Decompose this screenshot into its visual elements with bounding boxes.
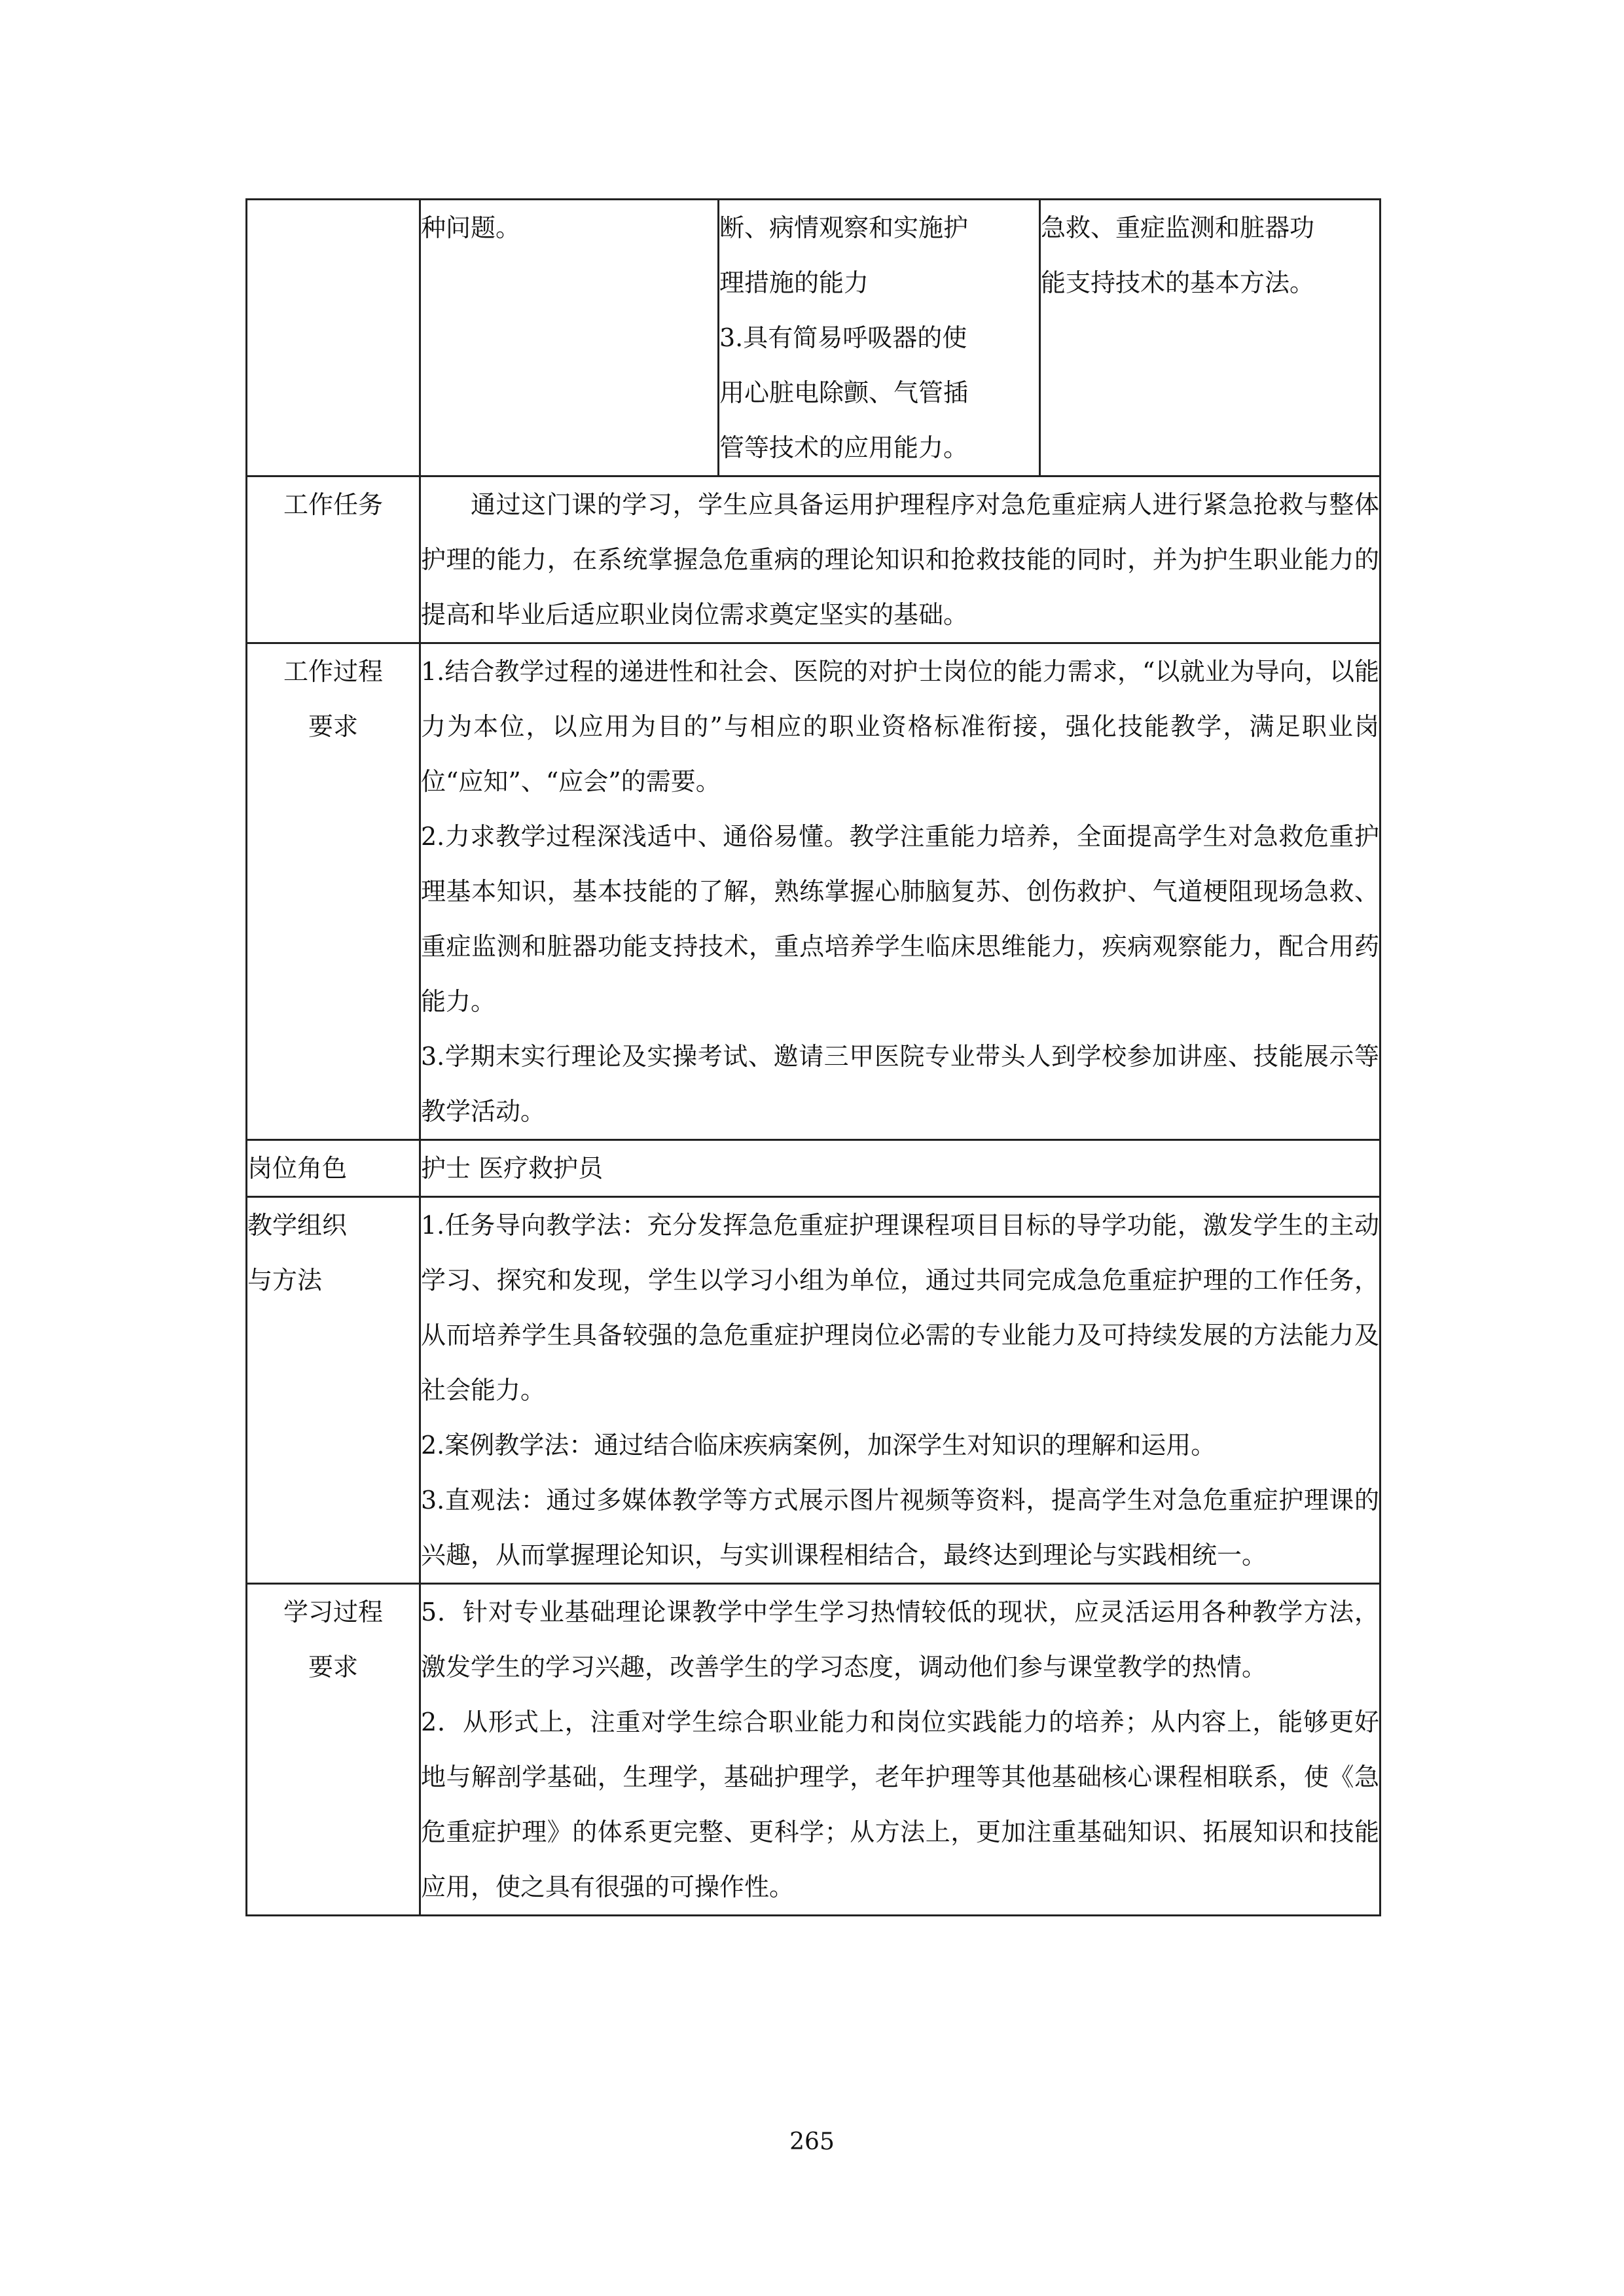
table-row-continued: [247, 200, 1380, 476]
table-row-work-task: [247, 476, 1380, 643]
row-content: [420, 476, 1380, 643]
paragraph: 2.案例教学法：通过结合临床疾病案例，加深学生对知识的理解和运用。: [421, 1431, 1216, 1460]
row-label: [247, 1584, 420, 1916]
text-line: 管等技术的应用能力。: [719, 433, 969, 462]
table-row-teaching-method: [247, 1197, 1380, 1584]
text-line: 断、病情观察和实施护: [719, 213, 969, 242]
row-content: [420, 1584, 1380, 1916]
label-line: 要求: [308, 1653, 358, 1681]
row-label: [247, 643, 420, 1140]
continued-cell-3: [719, 200, 1040, 476]
course-table: [245, 198, 1381, 1916]
label-line: 要求: [308, 712, 358, 741]
table-row-work-process: [247, 643, 1380, 1140]
label-line: 学习过程: [283, 1598, 383, 1626]
row-label: [247, 1140, 420, 1197]
row-content: [420, 1197, 1380, 1584]
row-label: [247, 1197, 420, 1584]
text-line: 急救、重症监测和脏器功: [1041, 213, 1315, 242]
row-label: [247, 476, 420, 643]
empty-label-cell: [247, 200, 420, 476]
paragraph: 3.直观法：通过多媒体教学等方式展示图片视频等资料，提高学生对急危重症护理课的兴趣，从而掌握理论知识，与实训课程相结合，最终达到理论与实践相统一。: [421, 1486, 1379, 1570]
paragraph: 1.任务导向教学法：充分发挥急危重症护理课程项目目标的导学功能，激发学生的主动学习、探究和发现，学生以学习小组为单位，通过共同完成急危重症护理的工作任务，从而培养学生具备较强的急危重症护理岗位必需的专业能力及可持续发展的方法能力及社会能力。: [421, 1211, 1379, 1405]
text-line: 能支持技术的基本方法。: [1041, 268, 1315, 297]
paragraph: 通过这门课的学习，学生应具备运用护理程序对急危重症病人进行紧急抢救与整体护理的能力，在系统掌握急危重病的理论知识和抢救技能的同时，并为护生职业能力的提高和毕业后适应职业岗位需求奠定坚实的基础。: [421, 490, 1379, 629]
label-line: 与方法: [247, 1266, 323, 1295]
continued-cell-4: [1040, 200, 1380, 476]
paragraph: 2.力求教学过程深浅适中、通俗易懂。教学注重能力培养，全面提高学生对急救危重护理基本知识，基本技能的了解，熟练掌握心肺脑复苏、创伤救护、气道梗阻现场急救、重症监测和脏器功能支持技术，重点培养学生临床思维能力，疾病观察能力，配合用药能力。: [421, 822, 1379, 1016]
table-row-learning-process: [247, 1584, 1380, 1916]
text-line: 种问题。: [421, 213, 521, 242]
row-content: [420, 1140, 1380, 1197]
label-line: 工作过程: [283, 657, 383, 686]
paragraph: 3.学期末实行理论及实操考试、邀请三甲医院专业带头人到学校参加讲座、技能展示等教学活动。: [421, 1042, 1379, 1126]
paragraph: 5．针对专业基础理论课教学中学生学习热情较低的现状，应灵活运用各种教学方法，激发学生的学习兴趣，改善学生的学习态度，调动他们参与课堂教学的热情。: [421, 1598, 1379, 1681]
table-row-role: [247, 1140, 1380, 1197]
row-content: [420, 643, 1380, 1140]
label-line: 工作任务: [283, 490, 383, 519]
label-line: 教学组织: [247, 1211, 348, 1240]
paragraph: 2．从形式上，注重对学生综合职业能力和岗位实践能力的培养；从内容上，能够更好地与解剖学基础，生理学，基础护理学，老年护理等其他基础核心课程相联系，使《急危重症护理》的体系更完整、更科学；从方法上，更加注重基础知识、拓展知识和技能应用，使之具有很强的可操作性。: [421, 1708, 1379, 1901]
text-line: 用心脏电除颤、气管插: [719, 378, 969, 407]
label-line: 岗位角色: [247, 1154, 348, 1183]
paragraph: 1.结合教学过程的递进性和社会、医院的对护士岗位的能力需求，“以就业为导向，以能力为本位，以应用为目的”与相应的职业资格标准衔接，强化技能教学，满足职业岗位“应知”、“应会”的需要。: [421, 657, 1379, 796]
paragraph: 护士 医疗救护员: [421, 1154, 604, 1183]
page-number: 265: [789, 2128, 835, 2155]
text-line: 3.具有简易呼吸器的使: [719, 323, 967, 352]
text-line: 理措施的能力: [719, 268, 869, 297]
continued-cell-2: [420, 200, 719, 476]
